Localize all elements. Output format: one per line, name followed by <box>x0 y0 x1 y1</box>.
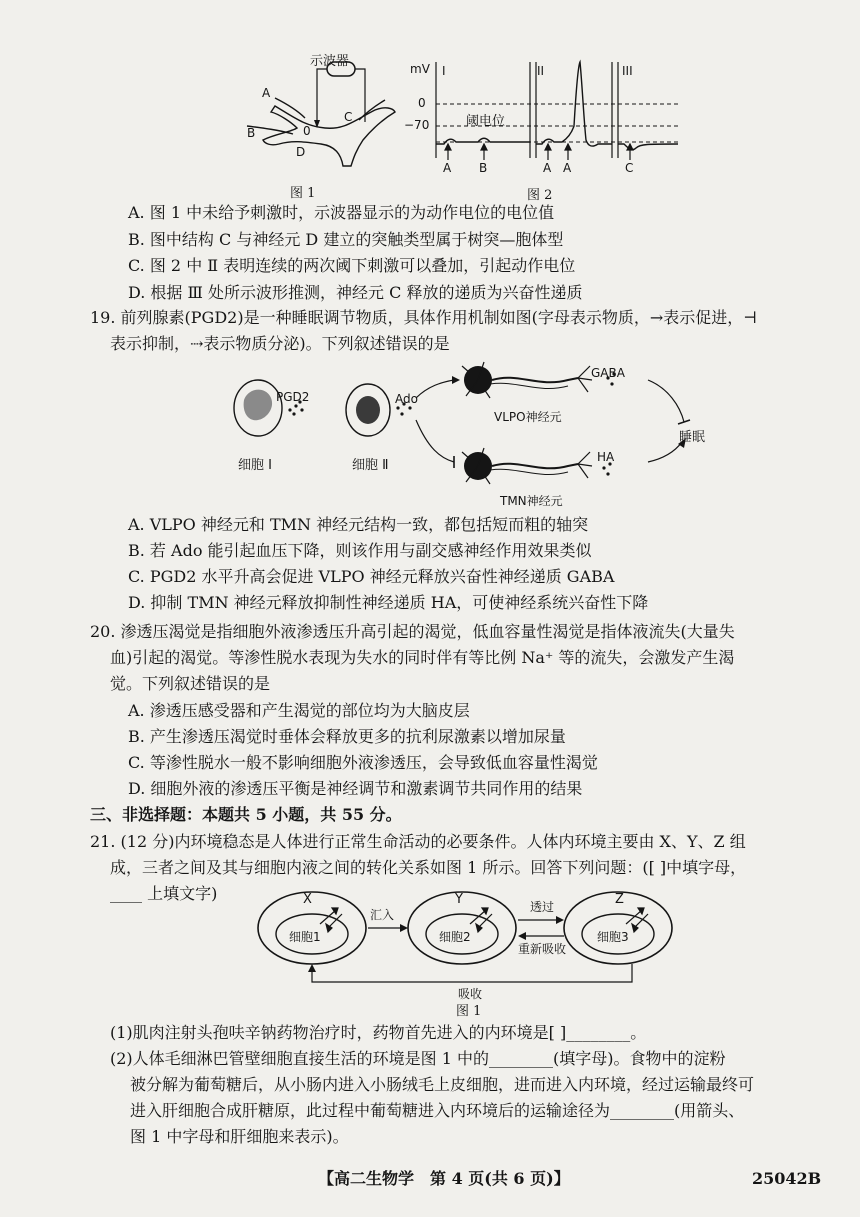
q20-option-b: B. 产生渗透压渴觉时垂体会释放更多的抗利尿激素以增加尿量 <box>128 727 566 746</box>
q21-fig-z-label: Z <box>615 892 624 907</box>
q18-fig2-region-3: III <box>622 64 633 78</box>
q18-option-a: A. 图 1 中未给予刺激时，示波器显示的为动作电位的电位值 <box>128 203 555 222</box>
q18-fig2-caption: 图 2 <box>527 188 553 203</box>
q18-fig2-tick-0: 0 <box>418 96 426 110</box>
q19-cell1-label: 细胞 Ⅰ <box>238 458 272 473</box>
q18-fig2-stim-5: C <box>625 161 634 175</box>
q18-fig2-tick-70: −70 <box>404 118 430 132</box>
q21-fig-chongxin-label: 重新吸收 <box>518 942 567 956</box>
q18-fig1-caption: 图 1 <box>290 186 316 201</box>
q21-fig-y-label: Y <box>455 892 463 907</box>
q21-stem-line-2: 成，三者之间及其与细胞内液之间的转化关系如图 1 所示。回答下列问题：([ ]中填字母， <box>110 858 747 877</box>
q19-option-c: C. PGD2 水平升高会促进 VLPO 神经元释放兴奋性神经递质 GABA <box>128 567 615 586</box>
q21-stem-line-1: 21. (12 分)内环境稳态是人体进行正常生命活动的必要条件。人体内环境主要由 X、Y、Z 组 <box>90 832 746 851</box>
q21-stem-line-3: ____ 上填文字) <box>110 884 218 903</box>
q21-sub1: (1)肌肉注射头孢呋辛钠药物治疗时，药物首先进入的内环境是[ ]________。 <box>110 1023 647 1042</box>
q18-option-d: D. 根据 Ⅲ 处所示波形推测，神经元 C 释放的递质为兴奋性递质 <box>128 283 583 302</box>
q18-fig2-stim-4: A <box>563 161 572 175</box>
q18-figure1-diagram <box>235 48 405 198</box>
q18-fig1-label-a: A <box>262 86 271 100</box>
q18-fig1-label-zero: 0 <box>303 124 311 138</box>
q18-fig1-label-d: D <box>296 145 306 159</box>
q21-fig-cell3-label: 细胞3 <box>597 930 629 944</box>
section3-heading: 三、非选择题：本题共 5 小题，共 55 分。 <box>90 805 402 824</box>
q18-fig2-stim-3: A <box>543 161 552 175</box>
q21-fig-huiru-label: 汇入 <box>370 908 395 922</box>
q18-fig2-threshold: 阈电位 <box>466 114 506 129</box>
q21-fig-caption: 图 1 <box>456 1004 482 1019</box>
q19-option-b: B. 若 Ado 能引起血压下降，则该作用与副交感神经作用效果类似 <box>128 541 592 560</box>
q19-vlpo-label: VLPO神经元 <box>494 410 562 424</box>
q19-stem-line-2: 表示抑制，⇢表示物质分泌)。下列叙述错误的是 <box>110 334 450 353</box>
q18-fig2-stim-1: A <box>443 161 452 175</box>
q18-fig2-region-1: I <box>442 64 446 78</box>
q20-stem-line-1: 20. 渗透压渴觉是指细胞外液渗透压升高引起的渴觉，低血容量性渴觉是指体液流失(大量失 <box>90 622 735 641</box>
q19-sleep-label: 睡眠 <box>679 430 706 445</box>
q20-stem-line-2: 血)引起的渴觉。等渗性脱水表现为失水的同时伴有等比例 Na⁺ 等的流失，会激发产生渴 <box>110 648 735 667</box>
q20-option-d: D. 细胞外液的渗透压平衡是神经调节和激素调节共同作用的结果 <box>128 779 583 798</box>
q19-pgd2-label: PGD2 <box>276 390 310 404</box>
q18-fig2-stim-2: B <box>479 161 488 175</box>
q21-fig-touguo-label: 透过 <box>530 900 555 914</box>
q19-ado-label: Ado <box>395 392 418 406</box>
q18-fig2-region-2: II <box>537 64 545 78</box>
q21-sub2-line-1: (2)人体毛细淋巴管壁细胞直接生活的环境是图 1 中的________(填字母)。食物中的淀粉 <box>110 1049 726 1068</box>
q21-fig-cell2-label: 细胞2 <box>439 930 471 944</box>
page-footer-code: 25042B <box>752 1169 822 1188</box>
q19-gaba-label: GABA <box>591 366 625 380</box>
q19-mechanism-diagram <box>228 358 708 498</box>
q21-fig-xishou-label: 吸收 <box>458 987 483 1001</box>
q19-option-d: D. 抑制 TMN 神经元释放抑制性神经递质 HA，可使神经系统兴奋性下降 <box>128 593 649 612</box>
page-footer-title: 【高二生物学 第 4 页(共 6 页)】 <box>318 1169 570 1188</box>
q18-fig1-label-c: C <box>344 110 353 124</box>
q20-stem-line-3: 觉。下列叙述错误的是 <box>110 674 271 693</box>
q18-option-b: B. 图中结构 C 与神经元 D 建立的突触类型属于树突—胞体型 <box>128 230 564 249</box>
q18-option-c: C. 图 2 中 Ⅱ 表明连续的两次阈下刺激可以叠加，引起动作电位 <box>128 256 576 275</box>
q19-cell2-label: 细胞 Ⅱ <box>352 458 389 473</box>
q19-option-a: A. VLPO 神经元和 TMN 神经元结构一致，都包括短而粗的轴突 <box>128 515 589 534</box>
q20-option-a: A. 渗透压感受器和产生渴觉的部位均为大脑皮层 <box>128 701 470 720</box>
q18-fig1-label-b: B <box>247 126 256 140</box>
q18-fig2-yunit: mV <box>410 62 430 76</box>
q21-sub2-line-2: 被分解为葡萄糖后，从小肠内进入小肠绒毛上皮细胞，进而进入内环境，经过运输最终可 <box>130 1075 755 1094</box>
q20-option-c: C. 等渗性脱水一般不影响细胞外液渗透压，会导致低血容量性渴觉 <box>128 753 598 772</box>
q21-fig-x-label: X <box>303 892 312 907</box>
q19-tmn-label: TMN神经元 <box>500 494 563 508</box>
q19-stem-line-1: 19. 前列腺素(PGD2)是一种睡眠调节物质，具体作用机制如图(字母表示物质，→表示促进，⊣ <box>90 308 757 327</box>
q21-fig-cell1-label: 细胞1 <box>289 930 321 944</box>
q18-fig1-oscilloscope-label: 示波器 <box>310 54 350 69</box>
q19-ha-label: HA <box>597 450 615 464</box>
q21-sub2-line-4: 图 1 中字母和肝细胞来表示)。 <box>130 1127 349 1146</box>
q21-sub2-line-3: 进入肝细胞合成肝糖原，此过程中葡萄糖进入内环境后的运输途径为________(用箭头、 <box>130 1101 745 1120</box>
